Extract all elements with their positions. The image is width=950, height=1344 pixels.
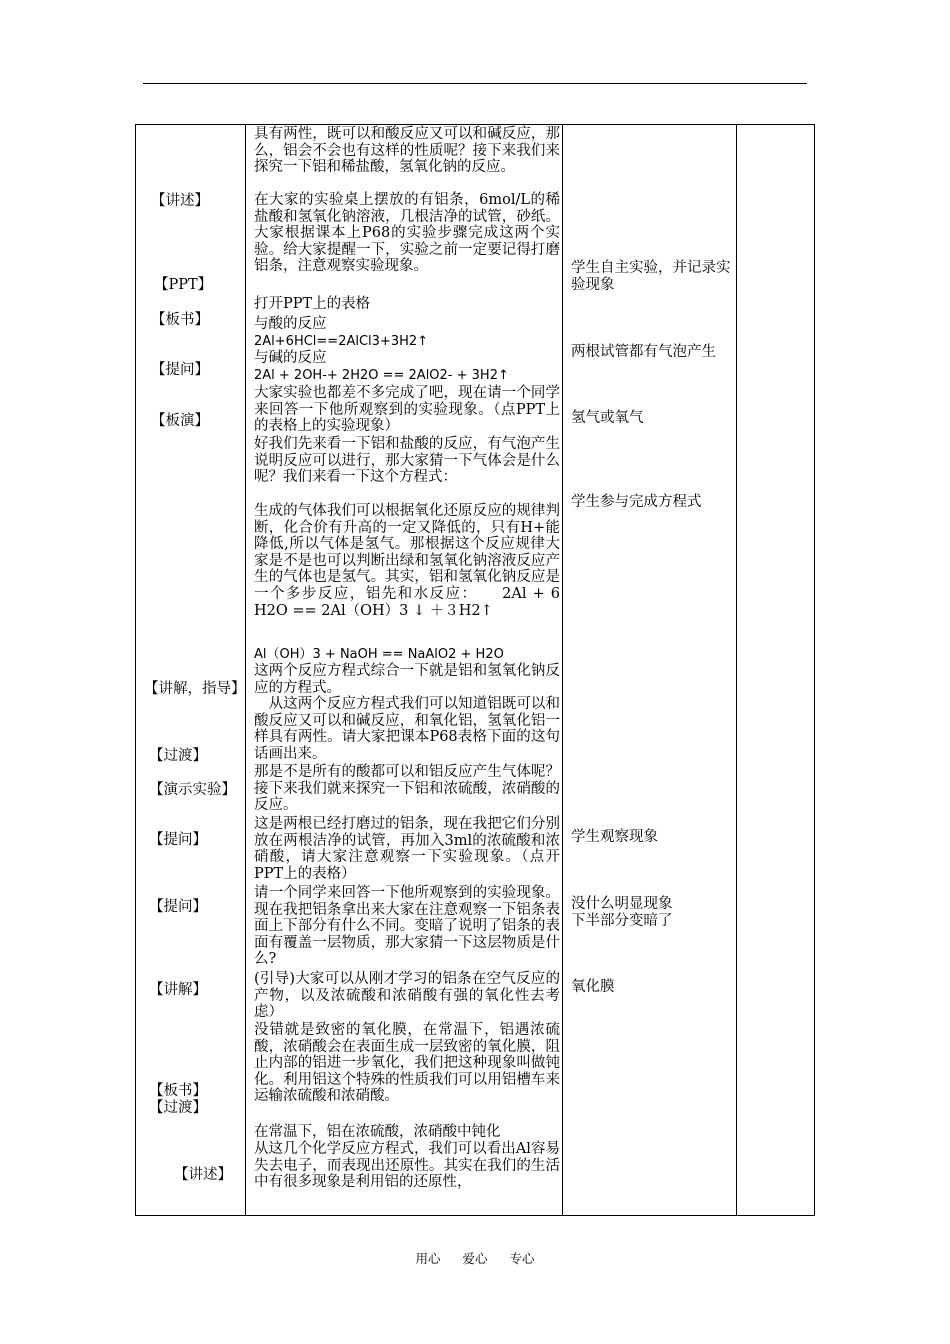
content-paragraph: 这两个反应方程式综合一下就是铝和氢氧化钠反应的方程式。 [254,663,560,696]
step-label-column [136,125,245,1215]
step-label: 【过渡】 [149,1100,207,1116]
student-activity: 学生参与完成方程式 [571,494,702,510]
page-footer: 用心 爱心 专心 [415,1251,535,1266]
content-paragraph: 好我们先来看一下铝和盐酸的反应，有气泡产生说明反应可以进行，那大家猜一下气体会是什么呢？我们来看一下这个方程式： [254,436,560,486]
content-paragraph: 没错就是致密的氧化膜，在常温下，铝遇浓硫酸，浓硝酸会在表面生成一层致密的氧化膜，阻止内部的铝进一步氧化，我们把这种现象叫做钝化。利用铝这个特殊的性质我们可以用铝槽车来运输浓硫酸和浓硝酸。 [254,1022,560,1105]
content-paragraph: (引导)大家可以从刚才学习的铝条在空气反应的产物，以及浓硫酸和浓硝酸有强的氧化性去考虑） [254,971,560,1021]
student-activity: 下半部分变暗了 [571,913,673,929]
column-divider [736,125,737,1215]
step-label: 【演示实验】 [149,782,236,798]
step-label: 【提问】 [151,362,209,378]
step-label: 【板演】 [151,413,209,429]
equation [254,333,560,351]
student-activity: 氢气或氧气 [571,410,644,426]
column-divider [562,125,563,1215]
lesson-table [135,124,815,1216]
step-label: 【板书】 [149,1083,207,1099]
equation-text: 2Al+6HCl==2AlCl3+3H2↑ [254,334,429,349]
content-paragraph: 在常温下，铝在浓硫酸，浓硝酸中钝化 [254,1124,501,1140]
content-paragraph: 从这两个反应方程式我们可以知道铝既可以和酸反应又可以和碱反应，和氧化铝，氢氧化铝一样具有两性。请大家把课本P68表格下面的这句话画出来。 [254,696,560,762]
content-paragraph: 那是不是所有的酸都可以和铝反应产生气体呢？接下来我们就来探究一下铝和浓硫酸，浓硝酸的反应。 [254,764,560,814]
content-paragraph: 这是两根已经打磨过的铝条，现在我把它们分别放在两根洁净的试管，再加入3ml的浓硫酸和浓硝酸，请大家注意观察一下实验现象。（点开PPT上的表格） [254,816,560,882]
content-paragraph: 在大家的实验桌上摆放的有铝条，6mol/L的稀盐酸和氢氧化钠溶液，几根洁净的试管，砂纸。大家根据课本上P68的实验步骤完成这两个实验。给大家提醒一下，实验之前一定要记得打磨铝条，注意观察实验现象。 [254,192,560,275]
student-activity: 学生自主实验，并记录实验现象 [571,260,731,293]
step-label: 【过渡】 [149,748,207,764]
equation-text: Al（OH）3 + NaOH == NaAlO2 + H2O [254,647,504,662]
teacher-content-column [254,125,560,1215]
student-activity: 学生观察现象 [571,829,658,845]
step-label: 【PPT】 [154,277,213,293]
step-label: 【讲述】 [174,1167,232,1183]
equation [254,367,560,385]
content-paragraph: 大家实验也都差不多完成了吧，现在请一个同学来回答一下他所观察到的实验现象。（点PPT上的表格上的实验现象） [254,385,560,435]
content-paragraph: 打开PPT上的表格 [254,296,371,312]
content-paragraph: 从这几个化学反应方程式，我们可以看出Al容易失去电子，而表现出还原性。其实在我们的生活中有很多现象是利用铝的还原性， [254,1141,560,1191]
step-label: 【讲述】 [151,193,209,209]
student-activity: 两根试管都有气泡产生 [571,344,716,360]
student-activity: 氧化膜 [571,979,615,995]
header-rule [143,83,807,84]
content-paragraph: 与酸的反应 [254,316,327,332]
step-label: 【板书】 [151,312,209,328]
step-label: 【讲解，指导】 [144,681,246,697]
step-label: 【提问】 [149,832,207,848]
student-activity-column [571,125,736,1215]
content-paragraph: 请一个同学来回答一下他所观察到的实验现象。现在我把铝条拿出来大家在注意观察一下铝条表面上下部分有什么不同。变暗了说明了铝条的表面有覆盖一层物质，那大家猜一下这层物质是什么? [254,885,560,968]
step-label: 【提问】 [149,899,207,915]
column-divider [245,125,246,1215]
student-activity: 没什么明显现象 [571,896,673,912]
content-paragraph: 生成的气体我们可以根据氧化还原反应的规律判断，化合价有升高的一定又降低的，只有H+能降低,所以气体是氢气。那根据这个反应规律大家是不是也可以判断出绿和氢氧化钠溶液反应产生的气体也是氢气。其实，铝和氢氧化钠反应是一个多步反应，铝先和水反应： 2Al + 6 H2O == 2Al（OH）3 ↓ ＋３H2↑ [254,503,560,619]
step-label: 【讲解】 [149,982,207,998]
content-paragraph: 与碱的反应 [254,350,327,366]
content-paragraph: 具有两性，既可以和酸反应又可以和碱反应，那么，铝会不会也有这样的性质呢？接下来我们来探究一下铝和稀盐酸，氢氧化钠的反应。 [254,126,560,176]
equation [254,646,560,664]
equation-text: 2Al + 2OH-+ 2H2O == 2AlO2- + 3H2↑ [254,368,509,383]
